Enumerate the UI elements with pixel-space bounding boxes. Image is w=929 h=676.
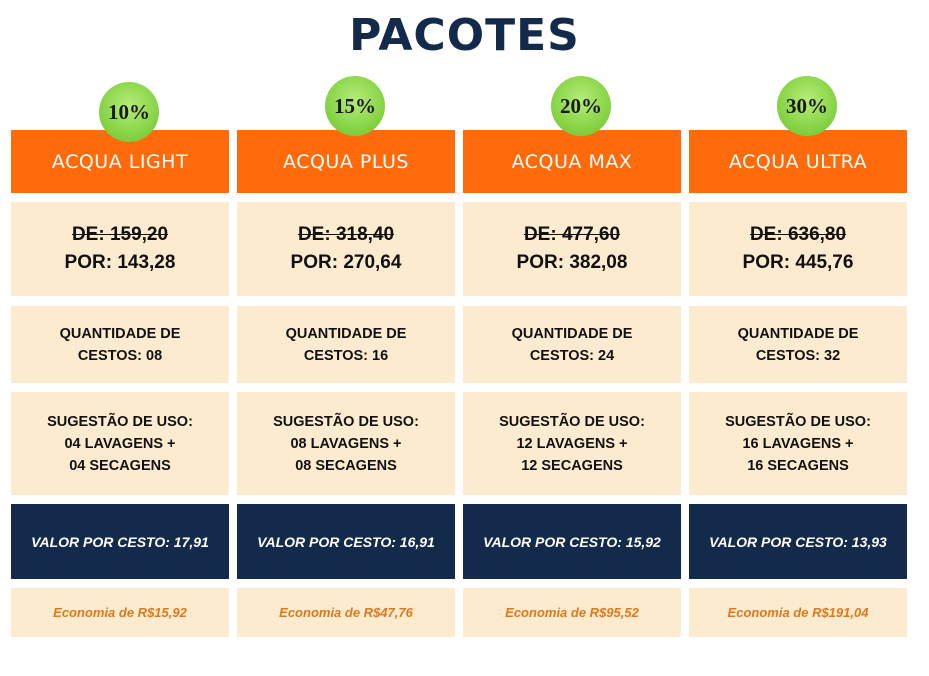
value-per-basket: VALOR POR CESTO: 16,91 bbox=[237, 504, 455, 579]
original-price: DE: 159,20 bbox=[71, 224, 169, 245]
price-cell bbox=[11, 202, 229, 296]
suggestion-cell bbox=[237, 392, 455, 495]
suggestion-cell bbox=[463, 392, 681, 495]
quantity-label: QUANTIDADE DE bbox=[59, 325, 181, 342]
value-per-basket: VALOR POR CESTO: 13,93 bbox=[689, 504, 907, 579]
price-cell bbox=[689, 202, 907, 296]
quantity-value: CESTOS: 08 bbox=[77, 347, 163, 364]
suggestion-washes: 08 LAVAGENS + bbox=[290, 435, 402, 452]
discount-badge: 30% bbox=[777, 76, 837, 136]
discount-badge: 15% bbox=[325, 76, 385, 136]
suggestion-dries: 04 SECAGENS bbox=[69, 457, 171, 474]
quantity-value: CESTOS: 32 bbox=[755, 347, 841, 364]
suggestion-title: SUGESTÃO DE USO: bbox=[499, 413, 645, 430]
value-per-basket: VALOR POR CESTO: 15,92 bbox=[463, 504, 681, 579]
package-name: ACQUA MAX bbox=[463, 130, 681, 193]
savings-text: Economia de R$47,76 bbox=[237, 588, 455, 637]
suggestion-title: SUGESTÃO DE USO: bbox=[47, 413, 193, 430]
discounted-price: POR: 382,08 bbox=[516, 252, 628, 273]
package-name: ACQUA LIGHT bbox=[11, 130, 229, 193]
page-title: PACOTES bbox=[349, 10, 580, 61]
suggestion-washes: 04 LAVAGENS + bbox=[64, 435, 176, 452]
package-column-max bbox=[463, 0, 681, 676]
quantity-label: QUANTIDADE DE bbox=[511, 325, 633, 342]
suggestion-dries: 16 SECAGENS bbox=[747, 457, 849, 474]
price-cell bbox=[463, 202, 681, 296]
package-name: ACQUA ULTRA bbox=[689, 130, 907, 193]
savings-text: Economia de R$15,92 bbox=[11, 588, 229, 637]
suggestion-cell bbox=[689, 392, 907, 495]
quantity-label: QUANTIDADE DE bbox=[285, 325, 407, 342]
discount-badge: 20% bbox=[551, 76, 611, 136]
package-column-light bbox=[11, 0, 229, 676]
quantity-label: QUANTIDADE DE bbox=[737, 325, 859, 342]
quantity-value: CESTOS: 16 bbox=[303, 347, 389, 364]
quantity-value: CESTOS: 24 bbox=[529, 347, 615, 364]
price-cell bbox=[237, 202, 455, 296]
package-name: ACQUA PLUS bbox=[237, 130, 455, 193]
suggestion-washes: 12 LAVAGENS + bbox=[516, 435, 628, 452]
quantity-cell bbox=[237, 306, 455, 383]
suggestion-cell bbox=[11, 392, 229, 495]
suggestion-washes: 16 LAVAGENS + bbox=[742, 435, 854, 452]
package-column-ultra bbox=[689, 0, 907, 676]
quantity-cell bbox=[463, 306, 681, 383]
suggestion-dries: 12 SECAGENS bbox=[521, 457, 623, 474]
discounted-price: POR: 143,28 bbox=[64, 252, 176, 273]
original-price: DE: 477,60 bbox=[523, 224, 621, 245]
original-price: DE: 636,80 bbox=[749, 224, 847, 245]
quantity-cell bbox=[689, 306, 907, 383]
value-per-basket: VALOR POR CESTO: 17,91 bbox=[11, 504, 229, 579]
original-price: DE: 318,40 bbox=[297, 224, 395, 245]
savings-text: Economia de R$95,52 bbox=[463, 588, 681, 637]
suggestion-title: SUGESTÃO DE USO: bbox=[273, 413, 419, 430]
quantity-cell bbox=[11, 306, 229, 383]
discount-badge: 10% bbox=[99, 82, 159, 142]
savings-text: Economia de R$191,04 bbox=[689, 588, 907, 637]
discounted-price: POR: 270,64 bbox=[290, 252, 402, 273]
suggestion-dries: 08 SECAGENS bbox=[295, 457, 397, 474]
suggestion-title: SUGESTÃO DE USO: bbox=[725, 413, 871, 430]
discounted-price: POR: 445,76 bbox=[742, 252, 854, 273]
package-column-plus bbox=[237, 0, 455, 676]
